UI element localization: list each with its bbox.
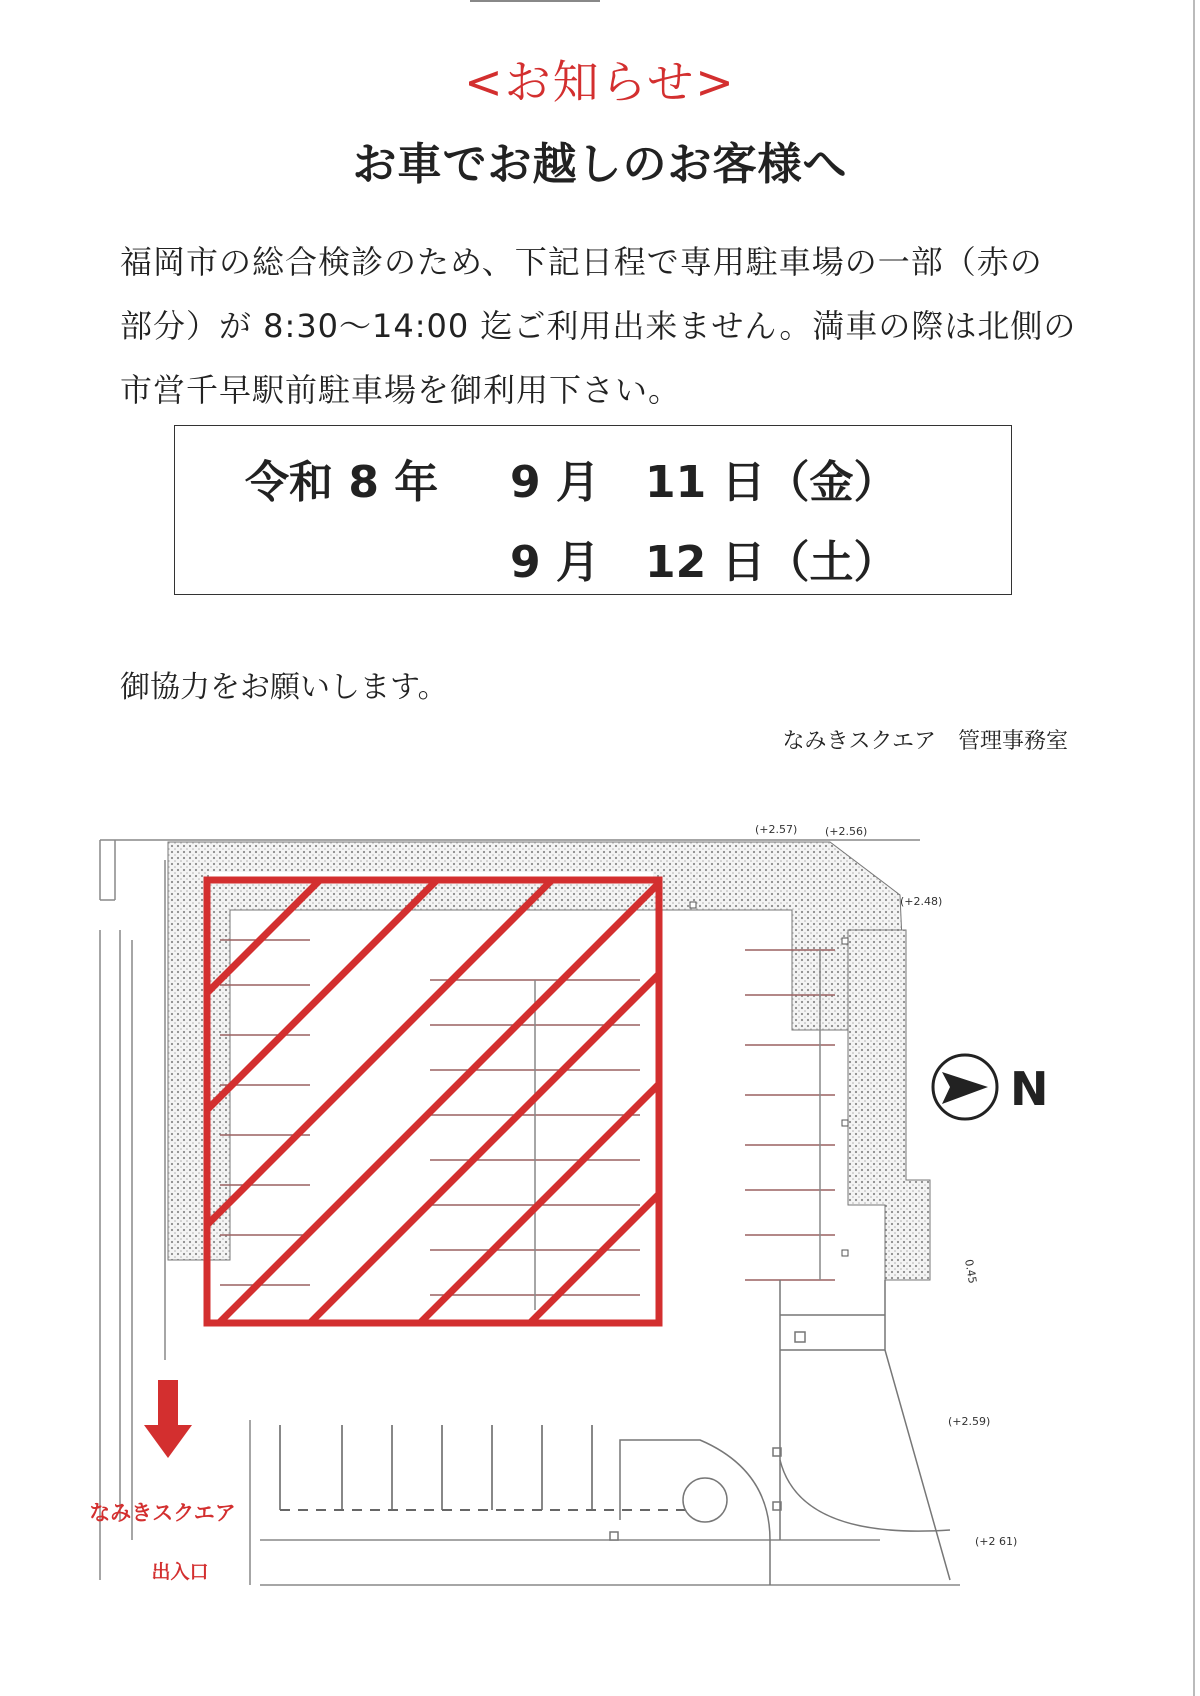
elevation-mark: (+2.59)	[948, 1415, 991, 1428]
parking-map	[80, 820, 1080, 1600]
page-edge	[1193, 0, 1195, 1696]
stall-lines-bottom	[250, 1420, 960, 1585]
date-day-1: 11 日（金）	[645, 457, 898, 508]
body-paragraph	[120, 230, 1080, 422]
top-rule	[470, 0, 600, 2]
date-day-2: 12 日（土）	[645, 537, 898, 588]
date-box	[174, 425, 1012, 595]
closing-text: 御協力をお願いします。	[120, 670, 448, 705]
parking-map-drawing	[80, 820, 1080, 1600]
stall-lines-center	[430, 980, 640, 1310]
elevation-mark: (+2.56)	[825, 825, 868, 838]
body-line-1: 福岡市の総合検診のため、下記日程で専用駐車場の一部（赤の	[120, 243, 1043, 281]
body-line-2: 部分）が 8:30～14:00 迄ご利用出来ません。満車の際は北側の	[120, 307, 1077, 345]
page-title: お車でお越しのお客様へ	[352, 139, 848, 190]
elevation-mark: (+2.48)	[900, 895, 943, 908]
north-label: N	[1010, 1062, 1049, 1116]
date-era-year: 令和 8 年	[245, 457, 439, 508]
closed-parking-area	[207, 880, 662, 1335]
north-arrow-icon	[933, 1055, 1049, 1119]
entrance-label: なみきスクエア	[89, 1501, 236, 1525]
date-month-2: 9 月	[510, 537, 600, 588]
office-name: なみきスクエア 管理事務室	[782, 729, 1068, 754]
entrance-sublabel: 出入口	[151, 1561, 209, 1583]
elevation-mark: (+2.57)	[755, 823, 798, 836]
body-line-3: 市営千早駅前駐車場を御利用下さい。	[120, 371, 682, 409]
date-month-1: 9 月	[510, 457, 600, 508]
notice-label: <お知らせ>	[464, 55, 736, 109]
planting-strips	[168, 842, 930, 1280]
elevation-mark: (+2 61)	[975, 1535, 1018, 1548]
elevation-mark: 0.45	[962, 1258, 980, 1285]
stall-lines-left	[220, 940, 310, 1285]
entrance-arrow-icon	[144, 1380, 192, 1458]
